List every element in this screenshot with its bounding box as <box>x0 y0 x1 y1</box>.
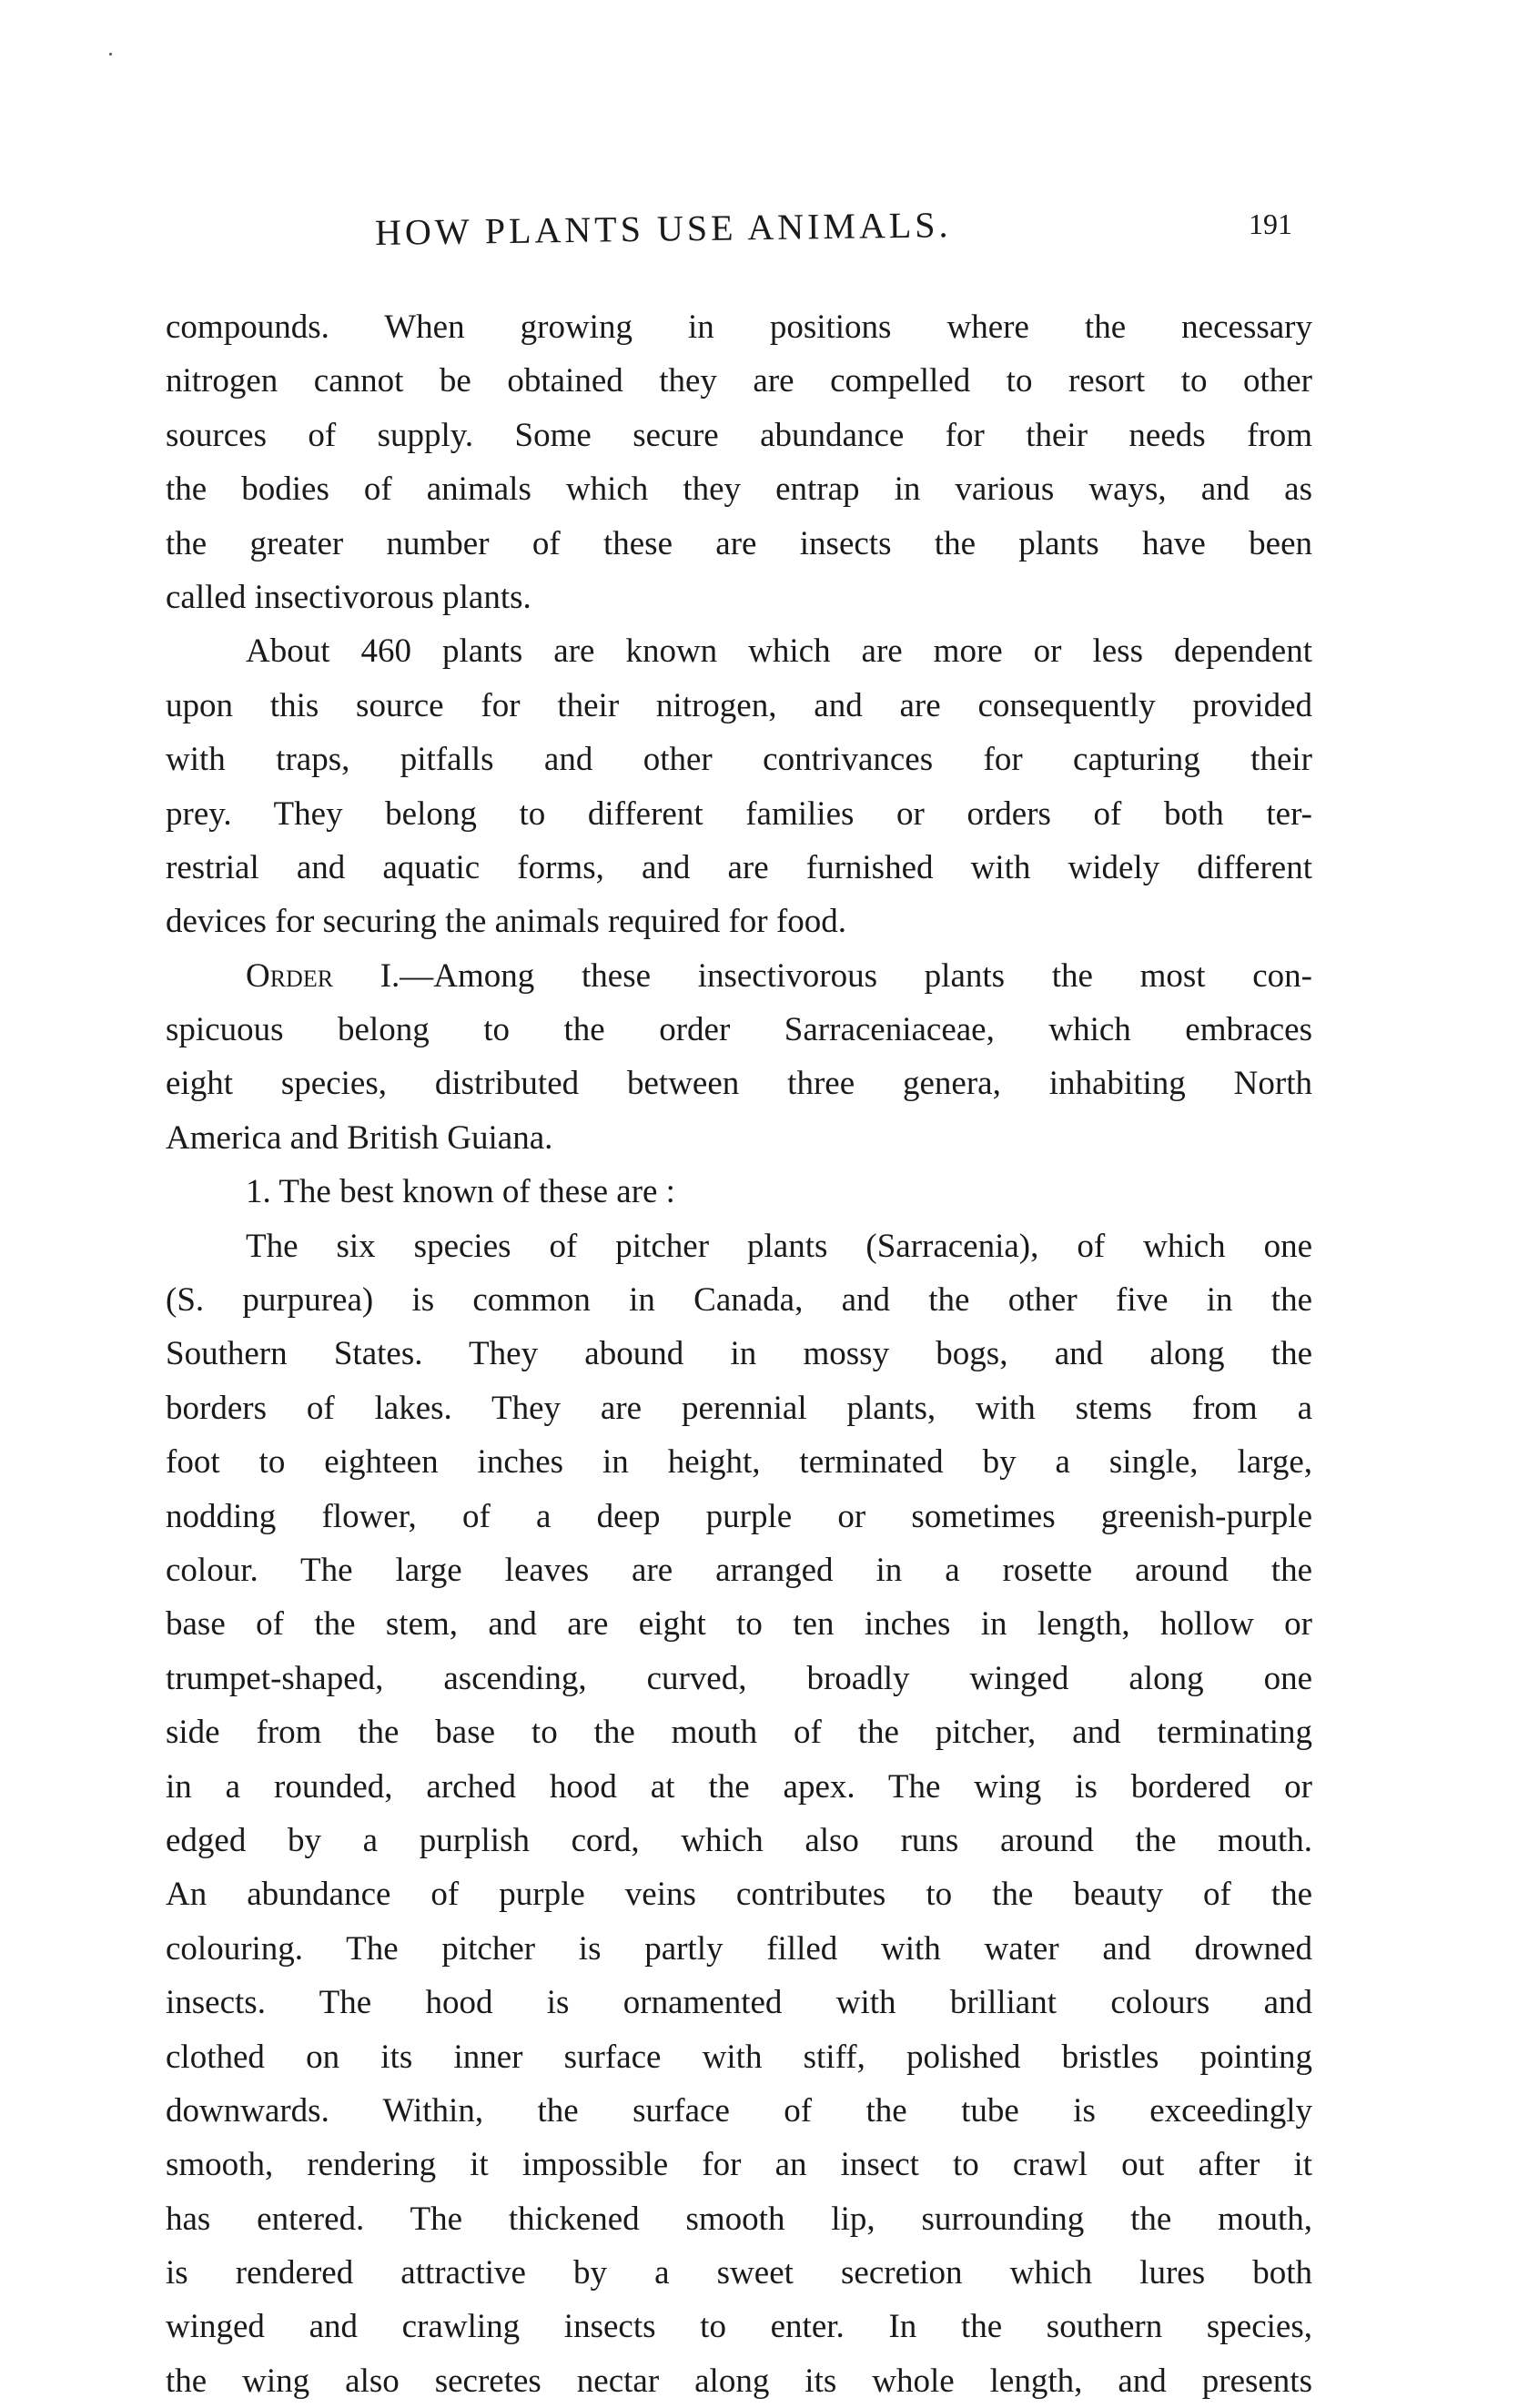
text-line: borders of lakes. They are perennial plants, with stems from a <box>166 1389 1312 1427</box>
text-line: compounds. When growing in positions where the necessary <box>166 309 1312 346</box>
text-line: insects. The hood is ornamented with brilliant colours and <box>166 1984 1312 2022</box>
text-line: An abundance of purple veins contributes to the beauty of the <box>166 1876 1312 1914</box>
text-line: (S. purpurea) is common in Canada, and the other five in the <box>166 1281 1312 1320</box>
text-line: the bodies of animals which they entrap in various ways, and as <box>166 470 1312 509</box>
text-line: the wing also secretes nectar along its whole length, and presents <box>166 2362 1312 2400</box>
text-line: trumpet-shaped, ascending, curved, broadly winged along one <box>166 1659 1312 1697</box>
text-line: winged and crawling insects to enter. In the southern species, <box>166 2308 1312 2346</box>
text-line: has entered. The thickened smooth lip, surrounding the mouth, <box>166 2200 1312 2238</box>
text-line: Southern States. They abound in mossy bogs, and along the <box>166 1335 1312 1373</box>
text-line: eight species, distributed between three genera, inhabiting North <box>166 1065 1312 1103</box>
text-line: Order I.—Among these insectivorous plants the most con- <box>246 956 1312 995</box>
body-text <box>166 300 1312 2408</box>
text-line: prey. They belong to different families or orders of both ter- <box>166 794 1312 833</box>
text-line: About 460 plants are known which are more or less dependent <box>246 632 1312 671</box>
text-line: nitrogen cannot be obtained they are compelled to resort to other <box>166 362 1312 400</box>
text-line: downwards. Within, the surface of the tube is exceedingly <box>166 2091 1312 2130</box>
text-line: spicuous belong to the order Sarraceniaceae, which embraces <box>166 1011 1312 1049</box>
text-line: smooth, rendering it impossible for an insect to crawl out after it <box>166 2146 1312 2184</box>
ink-speck <box>109 53 112 56</box>
page-number: 191 <box>1249 207 1292 240</box>
text-line: in a rounded, arched hood at the apex. The wing is bordered or <box>166 1767 1312 1806</box>
text-line: the greater number of these are insects the plants have been <box>166 524 1312 562</box>
text-line: colouring. The pitcher is partly filled with water and drowned <box>166 1929 1312 1968</box>
text-line: is rendered attractive by a sweet secretion which lures both <box>166 2254 1312 2292</box>
text-line: side from the base to the mouth of the pitcher, and terminating <box>166 1714 1312 1752</box>
text-line: upon this source for their nitrogen, and are consequently provided <box>166 686 1312 724</box>
page-header <box>164 204 1311 262</box>
text-line: edged by a purplish cord, which also runs around the mouth. <box>166 1821 1312 1859</box>
text-line: called insectivorous plants. <box>166 578 531 616</box>
running-head: HOW PLANTS USE ANIMALS. <box>374 204 952 253</box>
text-line: foot to eighteen inches in height, terminated by a single, large, <box>166 1443 1312 1482</box>
text-line: sources of supply. Some secure abundance for their needs from <box>166 416 1312 454</box>
text-line: America and British Guiana. <box>166 1118 553 1157</box>
text-line: base of the stem, and are eight to ten inches in length, hollow or <box>166 1605 1312 1644</box>
text-line: 1. The best known of these are : <box>246 1173 675 1211</box>
text-line: colour. The large leaves are arranged in a rosette around the <box>166 1551 1312 1589</box>
text-line: with traps, pitfalls and other contrivances for capturing their <box>166 741 1312 779</box>
text-line: restrial and aquatic forms, and are furnished with widely different <box>166 848 1312 886</box>
text-line: devices for securing the animals required for food. <box>166 903 846 941</box>
text-line: clothed on its inner surface with stiff, polished bristles pointing <box>166 2038 1312 2076</box>
text-line: The six species of pitcher plants (Sarracenia), of which one <box>246 1227 1312 1265</box>
text-line: nodding flower, of a deep purple or sometimes greenish-purple <box>166 1497 1312 1535</box>
